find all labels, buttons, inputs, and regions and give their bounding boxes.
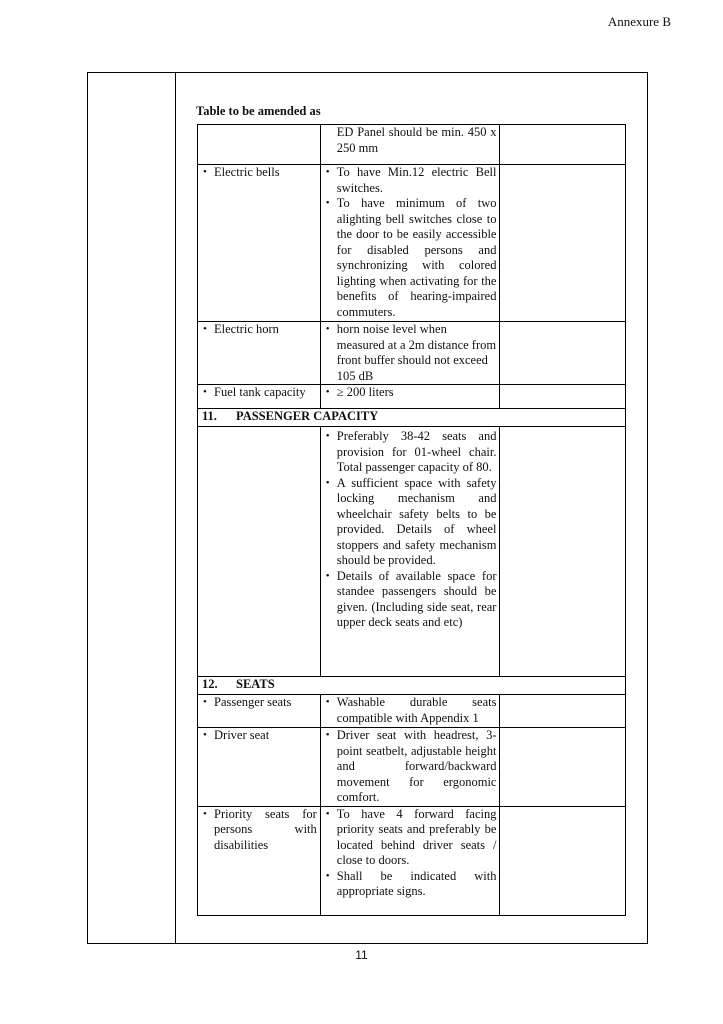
item-label: • Electric bells <box>202 165 317 181</box>
remark-cell <box>500 165 626 322</box>
item-label: • Driver seat <box>202 728 317 744</box>
table-row <box>198 695 626 728</box>
annexure-label: Annexure B <box>607 14 671 29</box>
table-row <box>198 806 626 915</box>
spec-cell <box>320 385 500 409</box>
spec-text: ED Panel should be min. 450 x 250 mm <box>336 125 497 155</box>
item-cell <box>198 806 321 915</box>
section-header <box>198 677 626 695</box>
item-label: • Fuel tank capacity <box>202 385 317 401</box>
frame-divider <box>175 73 176 943</box>
item-label: • Passenger seats <box>202 695 317 711</box>
table-row <box>198 728 626 807</box>
table-row <box>198 322 626 385</box>
item-cell <box>198 125 321 165</box>
spec-bullet: • Driver seat with headrest, 3-point seatbelt, adjustable height and forward/backward movement for ergonomic comfort. <box>325 728 497 806</box>
remark-cell <box>500 695 626 728</box>
spec-cell <box>320 322 500 385</box>
spec-bullet: • A sufficient space with safety locking mechanism and wheelchair safety belts to be provided. Details of wheel stoppers and safety mechanism should be provided. <box>325 476 497 569</box>
table-row <box>198 125 626 165</box>
item-label: • Electric horn <box>202 322 317 338</box>
spec-bullet: • ≥ 200 liters <box>325 385 497 401</box>
spec-cell <box>320 165 500 322</box>
section-title: PASSENGER CAPACITY <box>236 409 379 423</box>
spec-bullet: • Preferably 38-42 seats and provision for 01-wheel chair. Total passenger capacity of 80. <box>325 429 497 476</box>
spec-bullet: • To have minimum of two alighting bell switches close to the door to be easily accessible for disabled persons and synchronizing with colored lighting when activating for the benefits of hearing-impaired commuters. <box>325 196 497 320</box>
section-number: 12. <box>202 677 218 691</box>
item-cell <box>198 695 321 728</box>
item-cell <box>198 728 321 807</box>
remark-cell <box>500 806 626 915</box>
section-header-row <box>198 409 626 427</box>
spec-cell <box>320 806 500 915</box>
spec-cell <box>320 695 500 728</box>
spec-table <box>197 124 626 916</box>
item-label: • Priority seats for persons with disabilities <box>202 807 317 854</box>
spec-bullet: • To have 4 forward facing priority seats and preferably be located behind driver seats / close to doors. <box>325 807 497 869</box>
spec-bullet: • Details of available space for standee passengers should be given. (Including side seat, rear upper deck seats and etc) <box>325 569 497 631</box>
item-cell <box>198 165 321 322</box>
section-number: 11. <box>202 409 217 423</box>
page-number: 11 <box>355 948 368 962</box>
item-cell <box>198 427 321 677</box>
remark-cell <box>500 728 626 807</box>
table-caption: Table to be amended as <box>196 104 321 118</box>
table-row <box>198 165 626 322</box>
section-header-row <box>198 677 626 695</box>
spec-cell <box>320 427 500 677</box>
remark-cell <box>500 427 626 677</box>
remark-cell <box>500 322 626 385</box>
table-row <box>198 385 626 409</box>
spec-bullet: • horn noise level when measured at a 2m distance from front buffer should not exceed 105 dB <box>325 322 497 384</box>
spec-bullet: • Washable durable seats compatible with Appendix 1 <box>325 695 497 726</box>
spec-cell <box>320 125 500 165</box>
table-row <box>198 427 626 677</box>
section-header <box>198 409 626 427</box>
item-cell <box>198 385 321 409</box>
spec-bullet: • Shall be indicated with appropriate signs. <box>325 869 497 900</box>
item-cell <box>198 322 321 385</box>
section-title: SEATS <box>236 677 275 691</box>
spec-bullet: • To have Min.12 electric Bell switches. <box>325 165 497 196</box>
remark-cell <box>500 125 626 165</box>
remark-cell <box>500 385 626 409</box>
spec-cell <box>320 728 500 807</box>
